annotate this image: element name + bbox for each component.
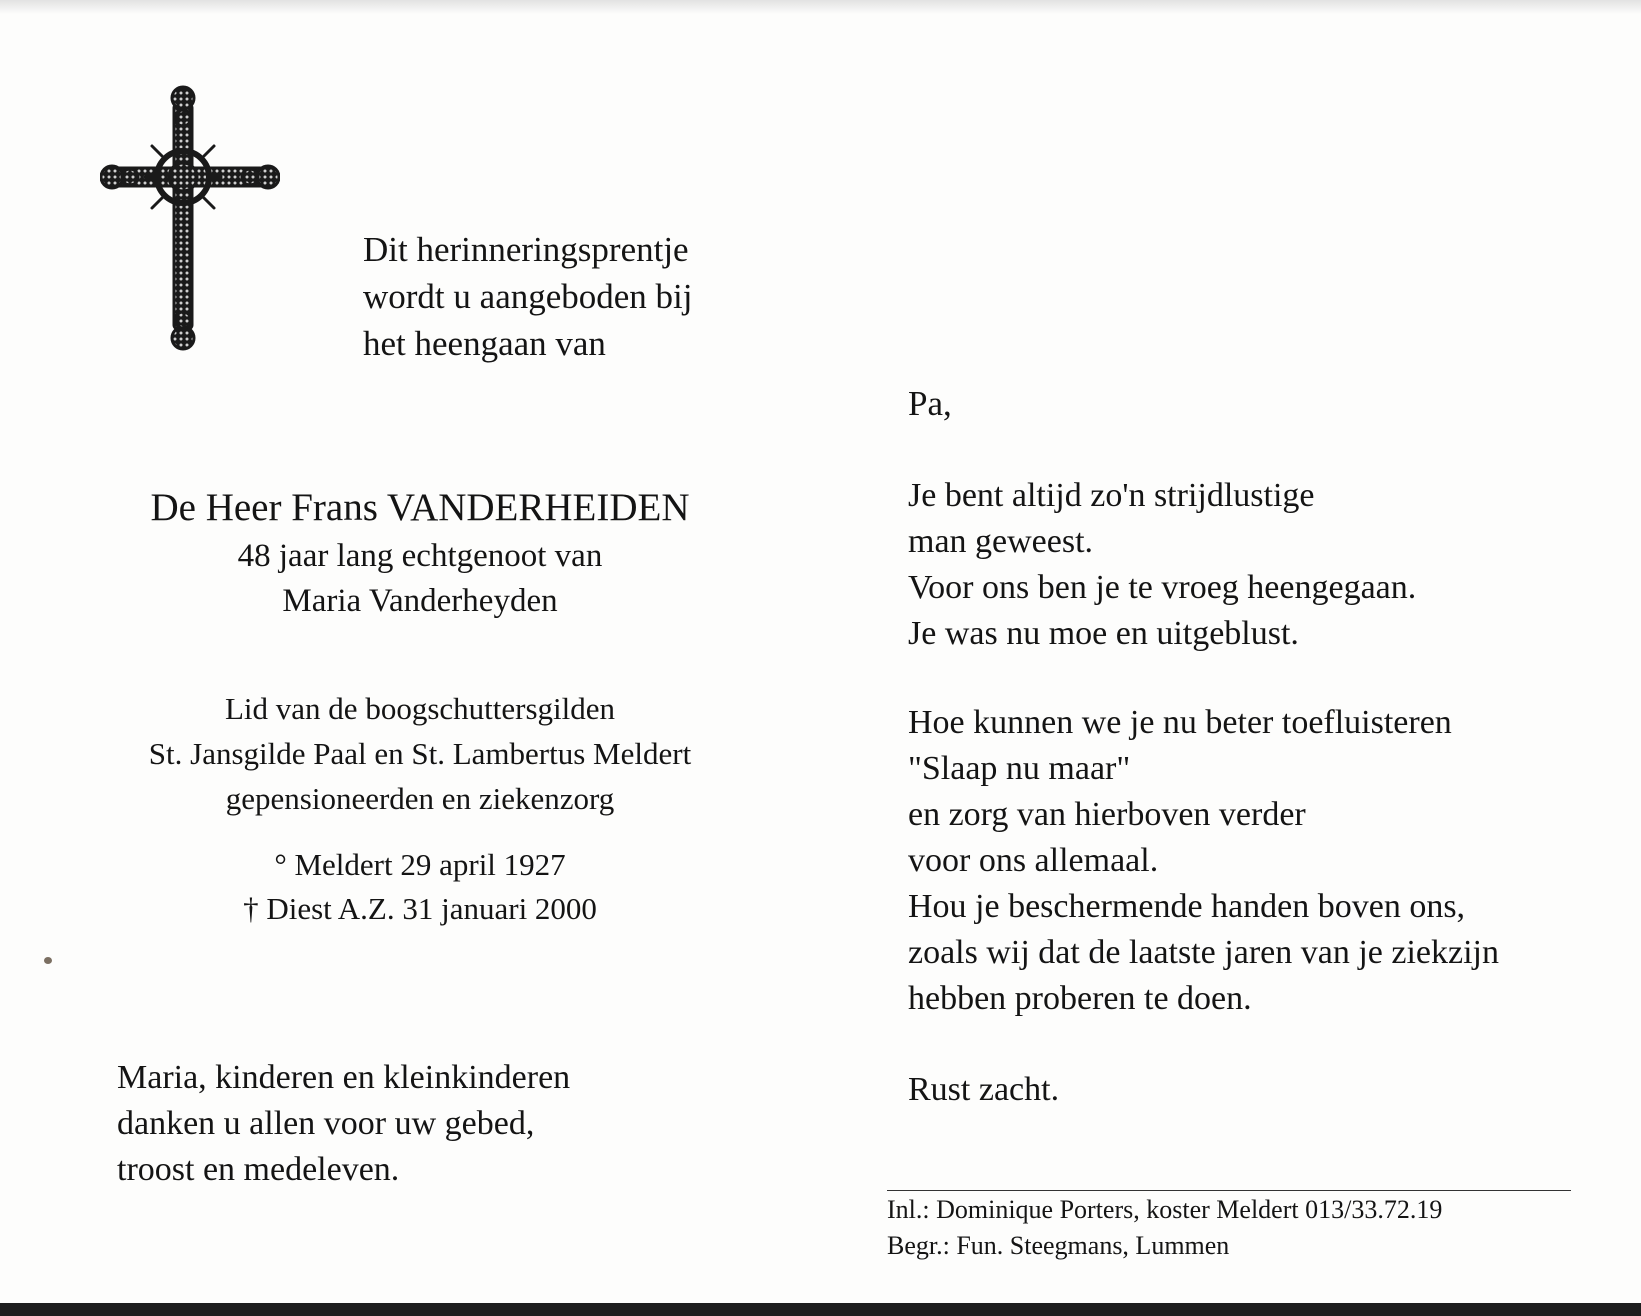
membership-line: St. Jansgilde Paal en St. Lambertus Meldert (148, 736, 692, 771)
spouse-text (40, 534, 800, 624)
poem-line: "Slaap nu maar" (908, 750, 1131, 787)
footer-info-line: Inl.: Dominique Porters, koster Meldert 013/33.72.19 (887, 1195, 1443, 1224)
poem-line: voor ons allemaal. (908, 842, 1159, 879)
poem-line: man geweest. (908, 523, 1094, 560)
spouse-line: Maria Vanderheyden (282, 583, 558, 619)
ornate-cross-icon (100, 84, 280, 359)
scan-bottom-edge (0, 1303, 1641, 1316)
thanks-text (117, 1055, 570, 1193)
birth-date: ° Meldert 29 april 1927 (274, 847, 566, 882)
intro-text (363, 226, 693, 367)
poem-line: zoals wij dat de laatste jaren van je ziekzijn (908, 934, 1499, 971)
membership-line: gepensioneerden en ziekenzorg (225, 781, 615, 816)
poem-stanza-1 (908, 473, 1416, 657)
poem-salutation: Pa, (908, 384, 952, 423)
poem-line: Voor ons ben je te vroeg heengegaan. (908, 569, 1417, 606)
membership-line: Lid van de boogschuttersgilden (225, 691, 615, 726)
poem-line: Hou je beschermende handen boven ons, (908, 888, 1466, 925)
deceased-name: De Heer Frans VANDERHEIDEN (150, 486, 690, 529)
poem-line: hebben proberen te doen. (908, 980, 1252, 1017)
poem-closing: Rust zacht. (908, 1071, 1060, 1108)
poem-line: Je bent altijd zo'n strijdlustige (908, 477, 1315, 514)
scan-top-edge (0, 0, 1641, 14)
thanks-line: Maria, kinderen en kleinkinderen (117, 1059, 571, 1096)
poem-stanza-2 (908, 700, 1499, 1022)
footer-funeral-line: Begr.: Fun. Steegmans, Lummen (887, 1231, 1230, 1260)
membership-text (40, 686, 800, 821)
intro-line: het heengaan van (363, 324, 606, 363)
intro-line: wordt u aangeboden bij (363, 277, 693, 316)
poem-line: en zorg van hierboven verder (908, 796, 1306, 833)
footer-info (887, 1192, 1442, 1264)
intro-line: Dit herinneringsprentje (363, 230, 689, 269)
thanks-line: troost en medeleven. (117, 1151, 400, 1188)
paper-speck (44, 957, 52, 964)
life-dates (40, 843, 800, 931)
footer-divider (887, 1190, 1571, 1191)
poem-line: Hoe kunnen we je nu beter toefluisteren (908, 704, 1452, 741)
poem-line: Je was nu moe en uitgeblust. (908, 615, 1299, 652)
death-date: † Diest A.Z. 31 januari 2000 (243, 891, 597, 926)
spouse-line: 48 jaar lang echtgenoot van (237, 538, 603, 574)
thanks-line: danken u allen voor uw gebed, (117, 1105, 535, 1142)
